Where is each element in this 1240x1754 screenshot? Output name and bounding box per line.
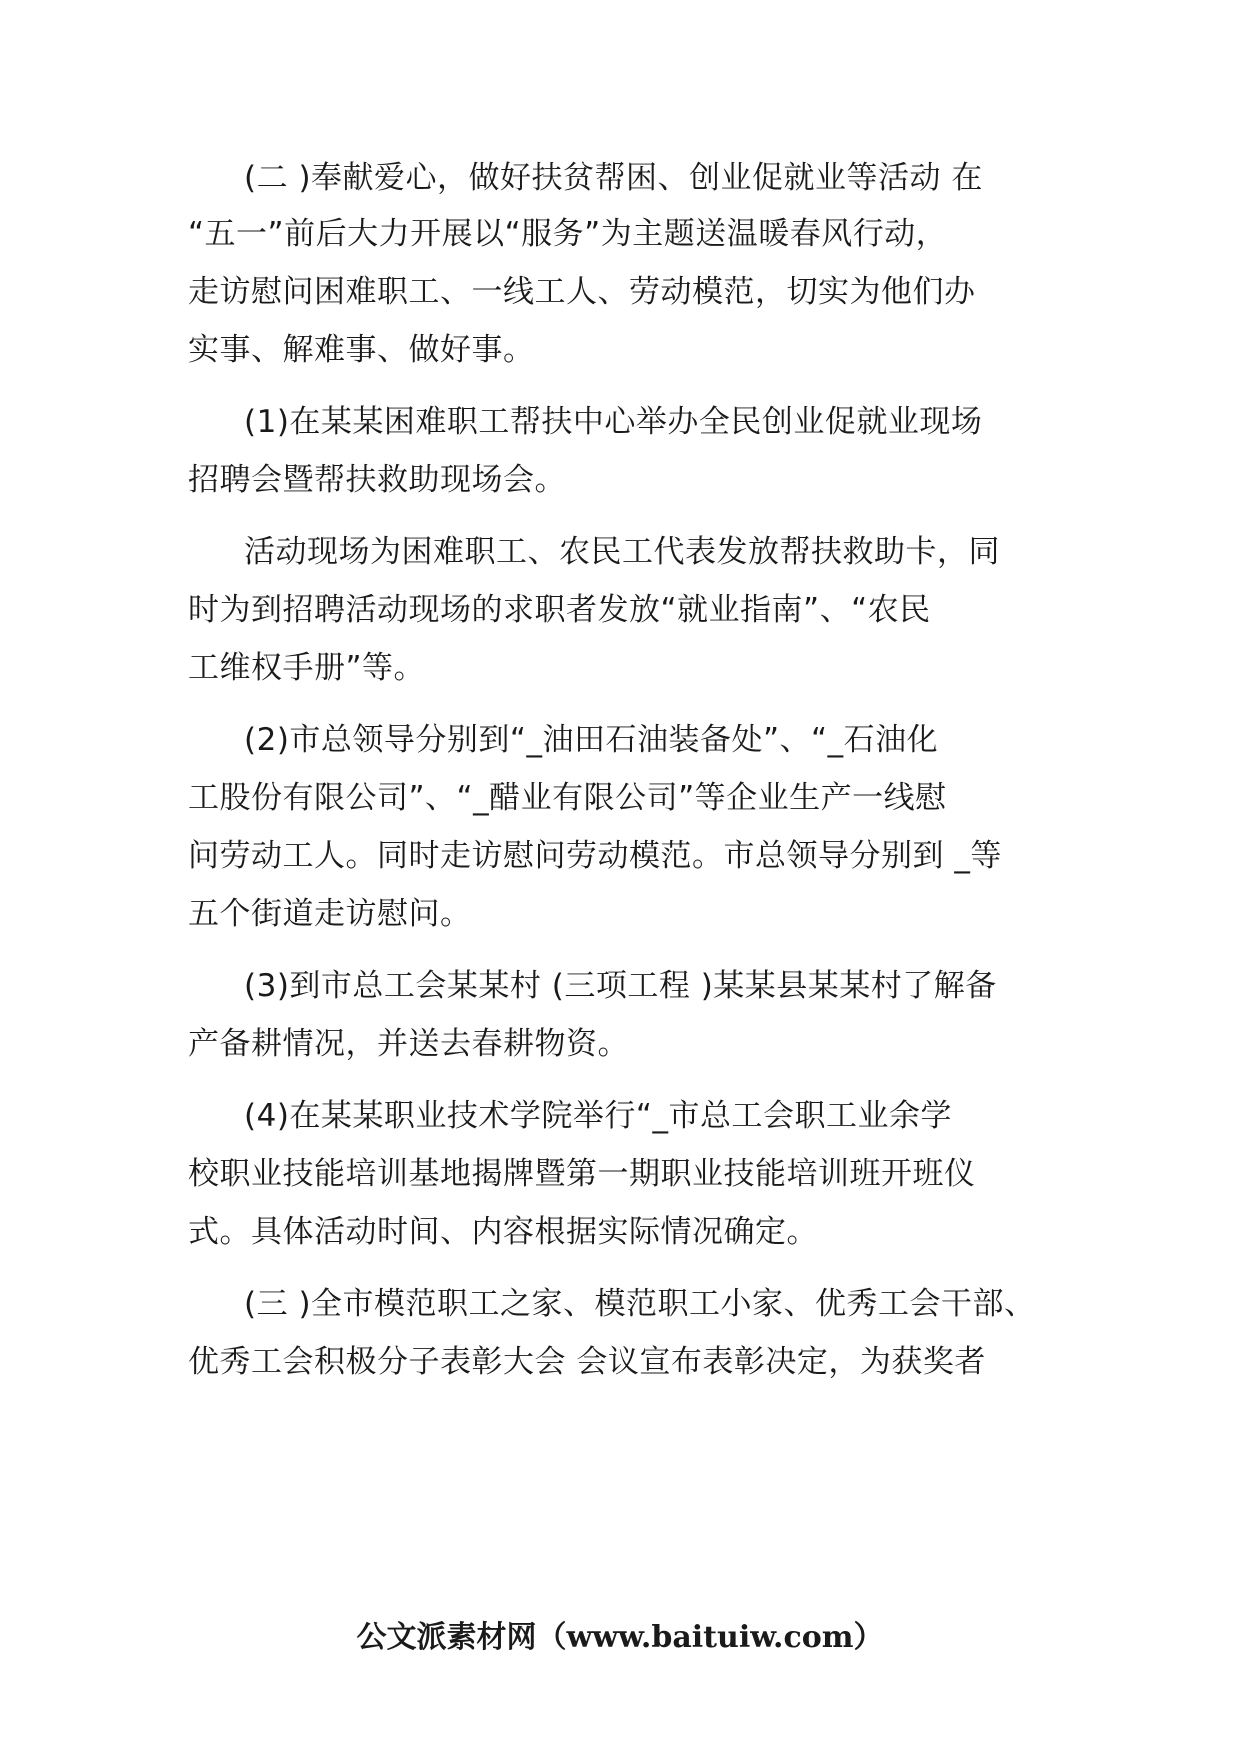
text-line: 工股份有限公司”、“_醋业有限公司”等企业生产一线慰 <box>188 780 947 816</box>
text-line: 五个街道走访慰问。 <box>188 896 472 932</box>
text-line: 活动现场为困难职工、农民工代表发放帮扶救助卡，同 <box>244 534 1000 570</box>
text-line: (二 )奉献爱心，做好扶贫帮困、创业促就业等活动 在 <box>244 160 983 196</box>
text-line: (1)在某某困难职工帮扶中心举办全民创业促就业现场 <box>244 404 983 440</box>
text-line: 校职业技能培训基地揭牌暨第一期职业技能培训班开班仪 <box>188 1156 976 1192</box>
text-line: “五一”前后大力开展以“服务”为主题送温暖春风行动， <box>188 216 948 252</box>
text-line: 式。具体活动时间、内容根据实际情况确定。 <box>188 1214 818 1250</box>
text-line: 招聘会暨帮扶救助现场会。 <box>188 462 566 498</box>
text-line: 产备耕情况，并送去春耕物资。 <box>188 1026 629 1062</box>
text-line: (4)在某某职业技术学院举行“_市总工会职工业余学 <box>244 1098 952 1134</box>
text-line: (三 )全市模范职工之家、模范职工小家、优秀工会干部、 <box>244 1286 1036 1322</box>
footer-watermark: 公文派素材网（www.baituiw.com） <box>356 1620 884 1655</box>
text-line: 问劳动工人。同时走访慰问劳动模范。市总领导分别到 _等 <box>188 838 1002 874</box>
text-line: 工维权手册”等。 <box>188 650 426 686</box>
text-line: 实事、解难事、做好事。 <box>188 332 535 368</box>
text-line: (3)到市总工会某某村 (三项工程 )某某县某某村了解备 <box>244 968 997 1004</box>
text-line: (2)市总领导分别到“_油田石油装备处”、“_石油化 <box>244 722 939 758</box>
text-line: 优秀工会积极分子表彰大会 会议宣布表彰决定，为获奖者 <box>188 1344 986 1380</box>
text-line: 走访慰问困难职工、一线工人、劳动模范，切实为他们办 <box>188 274 976 310</box>
text-line: 时为到招聘活动现场的求职者发放“就业指南”、“农民 <box>188 592 931 628</box>
